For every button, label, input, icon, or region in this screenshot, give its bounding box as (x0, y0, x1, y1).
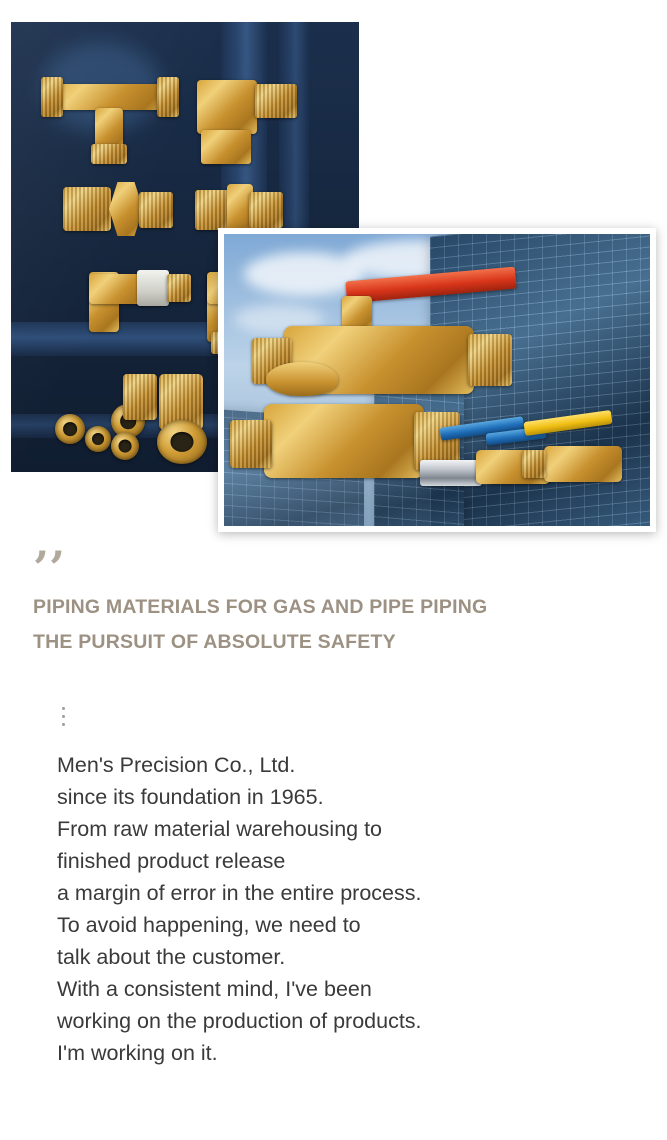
brass-nut (111, 432, 139, 460)
brass-cap (123, 374, 157, 420)
body-copy (57, 749, 657, 1069)
brass-nut (55, 414, 85, 444)
chrome-valve-body (420, 460, 482, 486)
valve-butterfly-handle (266, 362, 338, 396)
body-line: talk about the customer. (57, 945, 286, 969)
white-plastic-collar (137, 270, 169, 306)
quote-mark: ’’ (33, 541, 66, 595)
brass-tee-fitting (47, 84, 173, 110)
headline-line-1: PIPING MATERIALS FOR GAS AND PIPE PIPING (33, 596, 488, 618)
body-line: since its foundation in 1965. (57, 785, 324, 809)
headline-line-2: THE PURSUIT OF ABSOLUTE SAFETY (33, 631, 396, 653)
brass-nut (85, 426, 111, 452)
page-title (33, 590, 633, 660)
brass-large-nut (157, 420, 207, 464)
brass-male-adapter (63, 187, 111, 231)
ball-valve-body (544, 446, 622, 482)
ball-valve-body (264, 404, 424, 478)
body-line: I'm working on it. (57, 1041, 218, 1065)
body-line: a margin of error in the entire process. (57, 881, 422, 905)
body-line: Men's Precision Co., Ltd. (57, 753, 296, 777)
vertical-dots-divider (62, 707, 66, 731)
body-line: working on the production of products. (57, 1009, 422, 1033)
body-line: From raw material warehousing to (57, 817, 383, 841)
brass-elbow-fitting (197, 80, 257, 134)
hero-image-area (0, 0, 667, 545)
body-line: With a consistent mind, I've been (57, 977, 372, 1001)
body-line: To avoid happening, we need to (57, 913, 361, 937)
body-line: finished product release (57, 849, 286, 873)
brass-coupling (195, 190, 231, 230)
brass-ball-valves-photo (218, 228, 656, 532)
